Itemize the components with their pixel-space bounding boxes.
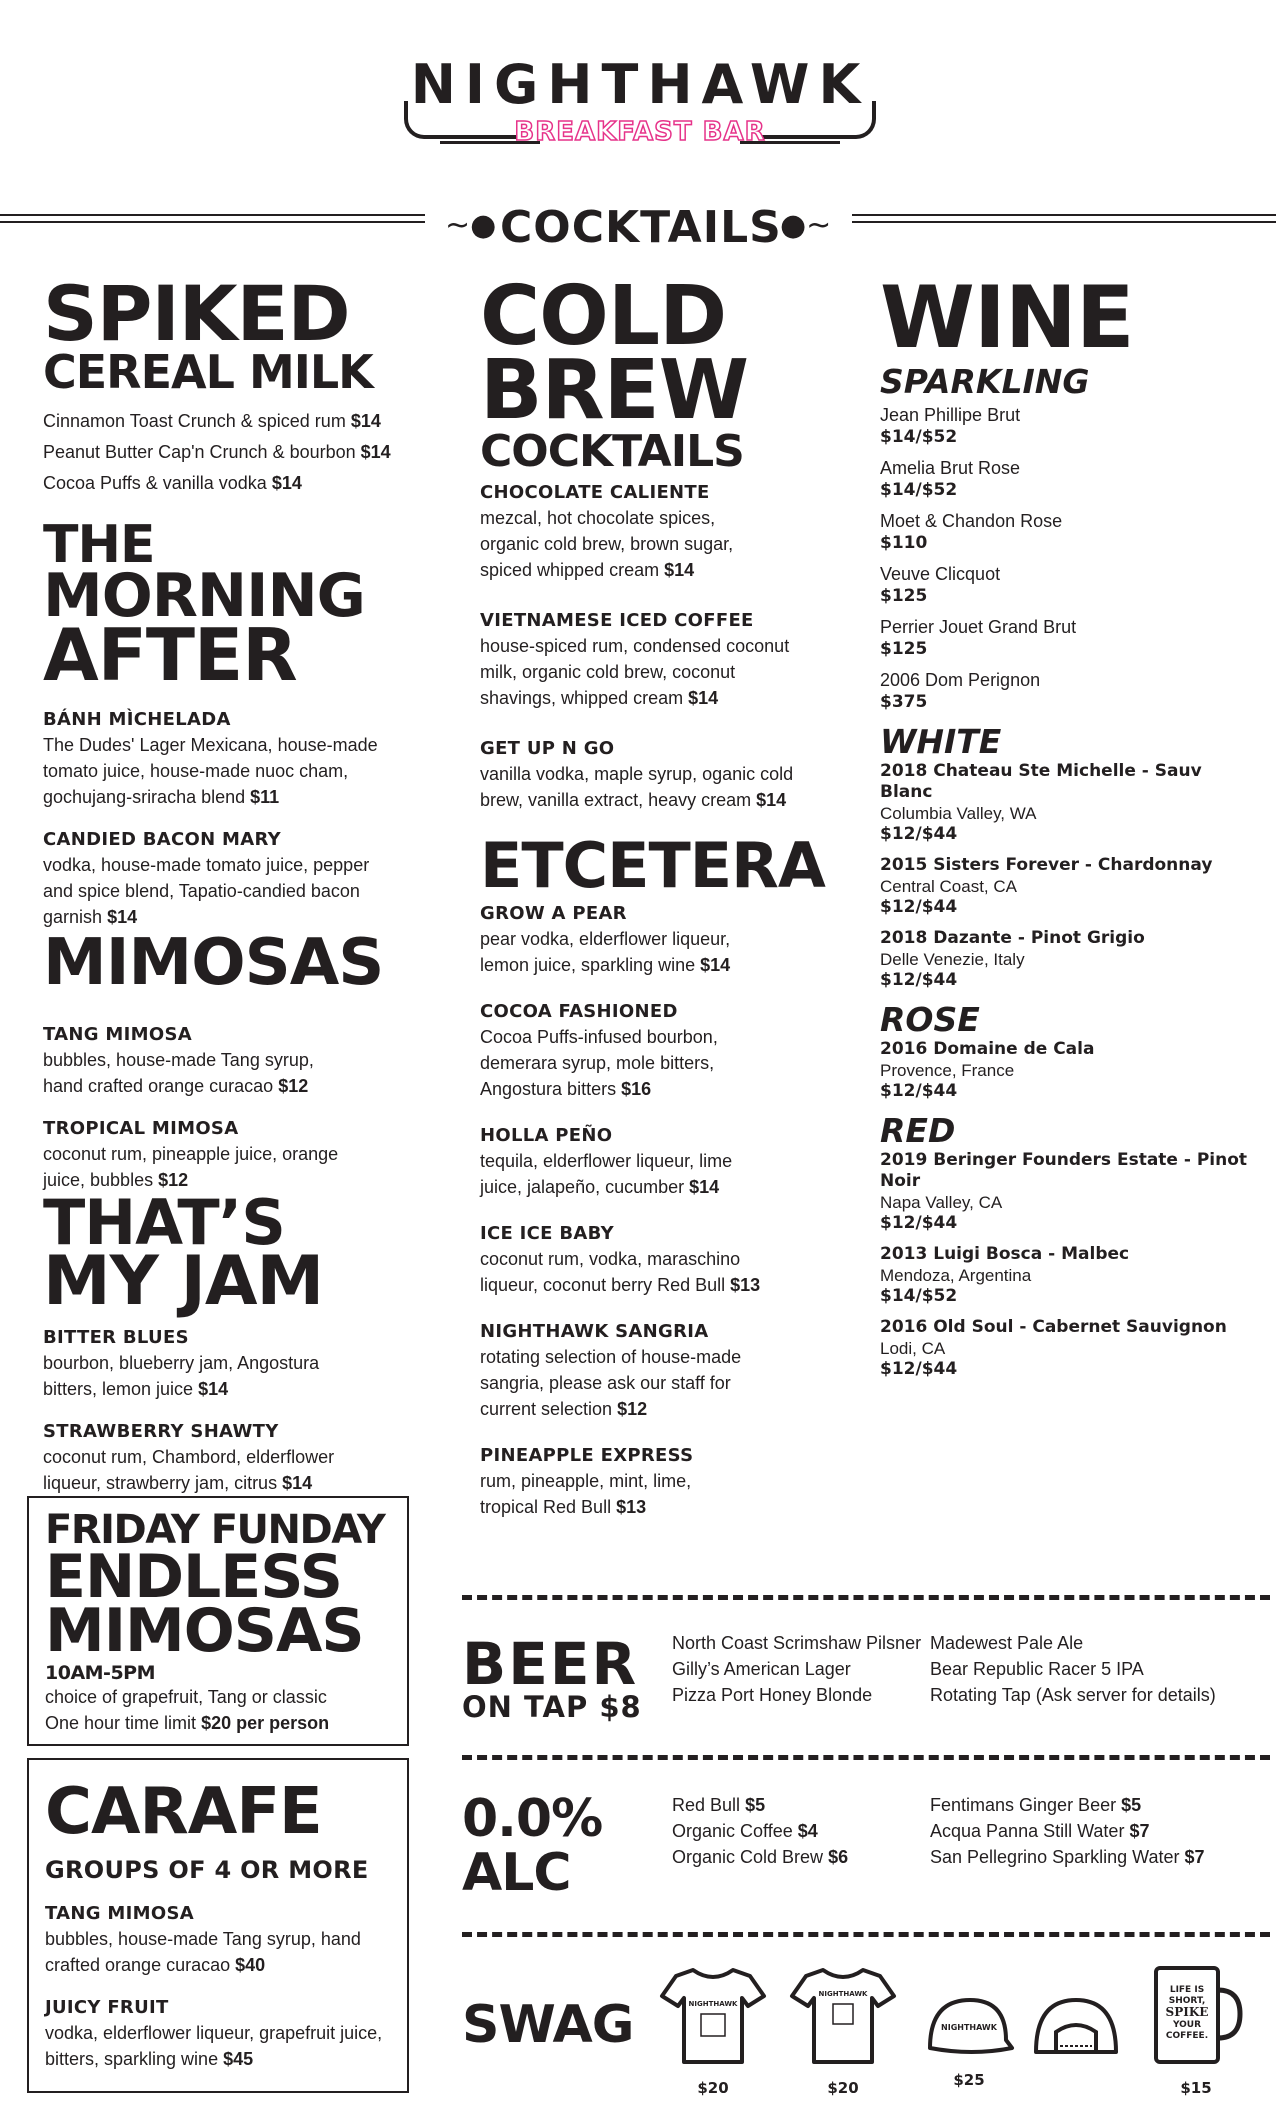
- brand-name: NIGHTHAWK: [410, 53, 870, 116]
- logo-rule-left: [404, 101, 522, 139]
- menu-item: CANDIED BACON MARY vodka, house-made tomato juice, pepper and spice blend, Tapatio-candied bacon garnish $14: [43, 828, 370, 927]
- mimosas-title: MIMOSAS: [43, 926, 384, 1000]
- menu-item: BITTER BLUES bourbon, blueberry jam, Angostura bitters, lemon juice $14: [43, 1326, 320, 1399]
- cold-brew-cocktails: [480, 269, 820, 831]
- beer-item: Pizza Port Honey Blonde: [672, 1685, 873, 1705]
- cap-back-icon: [1030, 1992, 1122, 2064]
- divider: [462, 1932, 1270, 1937]
- wine-title: WINE: [880, 268, 1134, 368]
- wine-item: 2006 Dom Perignon $375: [880, 670, 1041, 713]
- beer-item: Rotating Tap (Ask server for details): [930, 1685, 1216, 1705]
- menu-item: BÁNH MÌCHELADA The Dudes' Lager Mexicana, house-made tomato juice, house-made nuoc cham, gochujang-sriracha blend $11: [43, 708, 378, 807]
- coldbrew-title-3: COCKTAILS: [480, 425, 744, 477]
- na-item: Organic Coffee $4: [672, 1821, 818, 1841]
- swag-title: SWAG: [462, 1995, 634, 2055]
- beer-section: [462, 1630, 1270, 1750]
- menu-item: JUICY FRUIT vodka, elderflower liqueur, grapefruit juice, bitters, sparkling wine $45: [45, 1996, 383, 2069]
- wine-item: 2019 Beringer Founders Estate - Pinot Noir Napa Valley, CA $12/$44: [880, 1150, 1248, 1234]
- tshirt-icon: [788, 1962, 898, 2068]
- menu-item: TANG MIMOSA bubbles, house-made Tang syrup, hand crafted orange curacao $40: [45, 1902, 361, 1975]
- spiked-title: SPIKED: [43, 269, 350, 358]
- na-item: Red Bull $5: [672, 1795, 766, 1815]
- carafe-box: [27, 1758, 409, 2093]
- svg-text:NIGHTHAWK: NIGHTHAWK: [688, 2000, 738, 2008]
- friday-mimosas: MIMOSAS: [45, 1596, 364, 1666]
- na-title-1: 0.0%: [462, 1789, 603, 1849]
- coldbrew-title-2: BREW: [480, 342, 749, 438]
- beer-item: Bear Republic Racer 5 IPA: [930, 1659, 1144, 1679]
- wine: [880, 268, 1260, 1390]
- morning-after: [43, 515, 423, 948]
- carafe-subtitle: GROUPS OF 4 OR MORE: [45, 1855, 369, 1884]
- na-item: San Pellegrino Sparkling Water $7: [930, 1847, 1205, 1867]
- wine-item: Moet & Chandon Rose $110: [880, 511, 1063, 554]
- white-heading: WHITE: [880, 722, 1002, 762]
- menu-item: NIGHTHAWK SANGRIA rotating selection of house-made sangria, please ask our staff for current selection $12: [480, 1320, 742, 1419]
- menu-item: TROPICAL MIMOSA coconut rum, pineapple juice, orange juice, bubbles $12: [43, 1117, 339, 1190]
- svg-text:SPIKE: SPIKE: [1165, 2005, 1209, 2019]
- menu-line: Peanut Butter Cap'n Crunch & bourbon $14: [43, 441, 391, 462]
- menu-item: GROW A PEAR pear vodka, elderflower liqueur, lemon juice, sparkling wine $14: [480, 902, 731, 975]
- wine-item: 2016 Old Soul - Cabernet Sauvignon Lodi, CA $12/$44: [880, 1317, 1227, 1380]
- wine-item: Jean Phillipe Brut $14/$52: [880, 405, 1021, 448]
- divider: [462, 1755, 1270, 1760]
- morning-title-1: THE: [43, 515, 155, 575]
- na-title-2: ALC: [462, 1843, 571, 1903]
- thats-my-jam: [43, 1186, 423, 1514]
- svg-text:NIGHTHAWK: NIGHTHAWK: [941, 2023, 997, 2032]
- flourish-right-icon: ●~: [780, 208, 832, 243]
- logo-rule-right: [758, 101, 876, 139]
- menu-item: VIETNAMESE ICED COFFEE house-spiced rum, condensed coconut milk, organic cold brew, coconut shavings, whipped cream $14: [480, 610, 790, 709]
- flourish-left-icon: ~●: [445, 208, 497, 243]
- wine-item: 2013 Luigi Bosca - Malbec Mendoza, Argentina $14/$52: [880, 1244, 1130, 1307]
- red-heading: RED: [880, 1111, 956, 1151]
- beer-title: BEER: [462, 1630, 639, 1698]
- menu-line: Cocoa Puffs & vanilla vodka $14: [43, 472, 302, 493]
- swag-section: [462, 1962, 1270, 2097]
- wine-item: Perrier Jouet Grand Brut $125: [880, 617, 1077, 660]
- non-alcoholic-section: [462, 1789, 1270, 1912]
- friday-funday-box: [27, 1496, 409, 1746]
- friday-line-1: choice of grapefruit, Tang or classic: [45, 1687, 327, 1707]
- section-rule-right: [852, 214, 1276, 223]
- menu-item: STRAWBERRY SHAWTY coconut rum, Chambord, elderflower liqueur, strawberry jam, citrus $14: [43, 1420, 335, 1493]
- morning-title-3: AFTER: [43, 612, 297, 697]
- spiked-subtitle: CEREAL MILK: [43, 345, 373, 400]
- beer-item: Madewest Pale Ale: [930, 1633, 1084, 1653]
- beer-item: North Coast Scrimshaw Pilsner: [672, 1633, 922, 1653]
- jam-title-1: THAT’S: [43, 1186, 285, 1259]
- menu-item: PINEAPPLE EXPRESS rum, pineapple, mint, lime, tropical Red Bull $13: [480, 1444, 694, 1517]
- wine-item: Veuve Clicquot $125: [880, 564, 1001, 607]
- svg-text:YOUR: YOUR: [1172, 2020, 1202, 2030]
- friday-line-2: One hour time limit $20 per person: [45, 1713, 330, 1733]
- svg-text:NIGHTHAWK: NIGHTHAWK: [818, 1990, 868, 1998]
- friday-hours: 10AM-5PM: [45, 1662, 155, 1684]
- menu-item: COCOA FASHIONED Cocoa Puffs-infused bourbon, demerara syrup, mole bitters, Angostura bitters $16: [480, 1000, 718, 1099]
- menu-item: ICE ICE BABY coconut rum, vodka, maraschino liqueur, coconut berry Red Bull $13: [480, 1222, 761, 1295]
- beer-item: Gilly’s American Lager: [672, 1659, 851, 1679]
- menu-line: Cinnamon Toast Crunch & spiced rum $14: [43, 410, 381, 431]
- section-rule-left: [0, 214, 425, 223]
- swag-price: $25: [953, 2071, 985, 2089]
- wine-item: 2018 Dazante - Pinot Grigio Delle Venezie, Italy $12/$44: [880, 928, 1145, 991]
- rose-heading: ROSE: [880, 1000, 980, 1040]
- menu-item: GET UP N GO vanilla vodka, maple syrup, oganic cold brew, vanilla extract, heavy cream $14: [480, 738, 794, 811]
- carafe-title: CARAFE: [45, 1775, 322, 1849]
- etcetera: [480, 829, 830, 1538]
- etcetera-title: ETCETERA: [480, 829, 825, 902]
- swag-price: $15: [1180, 2079, 1212, 2097]
- swag-price: $20: [827, 2079, 859, 2097]
- spiked-cereal-milk: [43, 269, 423, 499]
- mug-icon: [1148, 1962, 1244, 2068]
- na-item: Fentimans Ginger Beer $5: [930, 1795, 1142, 1815]
- menu-item: TANG MIMOSA bubbles, house-made Tang syrup, hand crafted orange curacao $12: [43, 1023, 314, 1096]
- wine-item: 2016 Domaine de Cala Provence, France $12/$44: [880, 1039, 1095, 1102]
- menu-item: CHOCOLATE CALIENTE mezcal, hot chocolate spices, organic cold brew, brown sugar, spiced whipped cream $14: [480, 482, 734, 581]
- svg-text:COFFEE.: COFFEE.: [1165, 2031, 1209, 2041]
- na-item: Organic Cold Brew $6: [672, 1847, 849, 1867]
- menu-item: HOLLA PEÑO tequila, elderflower liqueur, lime juice, jalapeño, cucumber $14: [480, 1124, 733, 1197]
- morning-title-2: MORNING: [43, 560, 365, 631]
- na-item: Acqua Panna Still Water $7: [930, 1821, 1150, 1841]
- section-title: COCKTAILS: [500, 202, 782, 253]
- brand-logo: [400, 55, 880, 150]
- svg-text:LIFE IS: LIFE IS: [1169, 1985, 1205, 1995]
- wine-item: 2018 Chateau Ste Michelle - Sauv Blanc Columbia Valley, WA $12/$44: [880, 761, 1202, 845]
- wine-item: 2015 Sisters Forever - Chardonnay Central Coast, CA $12/$44: [880, 855, 1213, 918]
- brand-subtitle: BREAKFAST BAR: [514, 117, 766, 147]
- sparkling-heading: SPARKLING: [880, 362, 1090, 402]
- coldbrew-title-1: COLD: [480, 269, 727, 364]
- beer-subtitle: ON TAP $8: [462, 1690, 642, 1724]
- divider: [462, 1595, 1270, 1600]
- jam-title-2: MY JAM: [43, 1241, 324, 1321]
- friday-endless: ENDLESS: [45, 1542, 342, 1612]
- tshirt-icon: [658, 1962, 768, 2068]
- mimosas: [43, 926, 423, 1211]
- wine-item: Amelia Brut Rose $14/$52: [880, 458, 1021, 501]
- cap-icon: [922, 1992, 1016, 2064]
- swag-price: $20: [697, 2079, 729, 2097]
- friday-title: FRIDAY FUNDAY: [45, 1507, 385, 1553]
- svg-text:SHORT,: SHORT,: [1168, 1996, 1206, 2006]
